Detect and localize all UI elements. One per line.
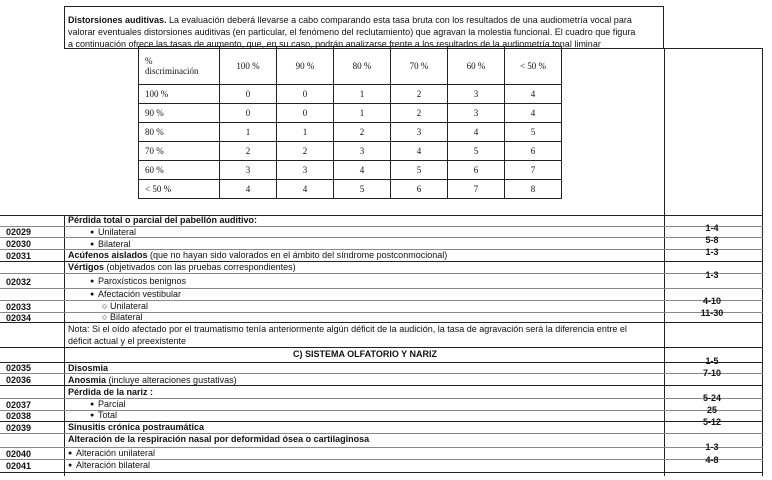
row-label: Alteración unilateral <box>76 448 156 458</box>
table-cell: 4 <box>505 85 562 104</box>
table-row <box>139 142 562 161</box>
table-cell: 7 <box>505 161 562 180</box>
row-rate: 5-24 <box>702 393 721 403</box>
intro-line-3: a continuación ofrece las tasas de aumento, que, en su caso, podrán analizarse frente a los resultados de la audiometría tonal liminar <box>68 39 601 49</box>
row-label: Parcial <box>98 399 126 409</box>
column-header: 60 % <box>448 47 505 85</box>
row-label: Paroxísticos benignos <box>98 276 187 286</box>
row-code: 02038 <box>6 411 32 421</box>
table-cell: 0 <box>220 104 277 123</box>
respiracion-title: Alteración de la respiración nasal por deformidad ósea o cartilaginosa <box>68 434 370 444</box>
bullet-icon: ● <box>90 229 95 236</box>
row-code: 02032 <box>6 277 32 287</box>
frame-rate-col-right <box>762 48 763 476</box>
row-label-rest: (que no hayan sido valorados en el ámbito del síndrome postconmocional) <box>147 250 448 260</box>
table-header-row <box>139 47 562 85</box>
row-rate: 1-3 <box>705 442 719 452</box>
row-label: Unilateral <box>98 227 137 237</box>
row-rate: 4-10 <box>702 296 721 306</box>
row-divider <box>0 362 763 363</box>
row-rate: 1-5 <box>705 356 719 366</box>
row-label: Unilateral <box>110 301 149 311</box>
table-cell: 3 <box>334 142 391 161</box>
row-rate: 5-8 <box>705 235 719 245</box>
row-label-bold: Acúfenos aislados <box>68 250 148 260</box>
row-code: 02030 <box>6 239 32 249</box>
row-code: 02029 <box>6 227 32 237</box>
row-label <box>68 250 447 261</box>
table-cell: 5 <box>334 180 391 199</box>
table-cell: 5 <box>505 123 562 142</box>
column-header: 100 % <box>220 47 277 85</box>
row-rate: 11-30 <box>700 308 724 318</box>
row-divider <box>0 347 763 348</box>
corner-header <box>139 47 220 85</box>
table-row <box>139 180 562 199</box>
table-cell: 4 <box>220 180 277 199</box>
table-cell: 3 <box>391 123 448 142</box>
row-label: Bilateral <box>98 239 131 249</box>
row-code: 02031 <box>6 251 32 261</box>
row-label: Bilateral <box>110 312 143 322</box>
table-cell: 1 <box>334 85 391 104</box>
table-cell: 5 <box>448 142 505 161</box>
row-header: 60 % <box>139 161 220 180</box>
note-line-1: Nota: Si el oído afectado por el traumatismo tenía anteriormente algún déficit de la audición, la tasa de agravación será la diferencia entre el <box>68 324 627 334</box>
row-label-bold: Anosmia <box>68 375 107 385</box>
column-header: 90 % <box>277 47 334 85</box>
frame-left-lower <box>64 216 65 476</box>
row-rate: 7-10 <box>702 368 721 378</box>
table-cell: 8 <box>505 180 562 199</box>
column-header: 70 % <box>391 47 448 85</box>
section-title: C) SISTEMA OLFATORIO Y NARIZ <box>292 349 437 359</box>
vertigos-title <box>68 262 296 273</box>
row-label: Alteración bilateral <box>76 460 151 470</box>
table-cell: 1 <box>220 123 277 142</box>
table-cell: 6 <box>505 142 562 161</box>
row-rate: 25 <box>706 405 717 415</box>
bullet-icon: ● <box>90 291 95 298</box>
intro-line-2: valorar eventuales distorsiones auditivas (en particular, el fenómeno del reclutamiento) que agravan la molestia funcional. El cuadro que figura <box>68 27 636 37</box>
row-label: Disosmia <box>68 363 109 373</box>
row-header: 100 % <box>139 85 220 104</box>
column-header: 80 % <box>334 47 391 85</box>
row-label: Sinusitis crónica postraumática <box>68 422 205 432</box>
row-label-rest: (incluye alteraciones gustativas) <box>106 375 237 385</box>
discrimination-table <box>138 46 562 199</box>
row-divider <box>0 273 763 274</box>
table-cell: 3 <box>448 104 505 123</box>
table-cell: 2 <box>391 104 448 123</box>
frame-right-intro <box>663 6 664 48</box>
row-code: 02034 <box>6 313 32 323</box>
row-label: Total <box>98 410 118 420</box>
bullet-icon: ● <box>90 241 95 248</box>
intro-paragraph <box>68 14 662 50</box>
table-cell: 1 <box>334 104 391 123</box>
corner-label: discriminación <box>145 65 199 76</box>
vertigos-rest: (objetivados con las pruebas correspondientes) <box>104 262 296 272</box>
table-cell: 5 <box>391 161 448 180</box>
table-cell: 3 <box>448 85 505 104</box>
bullet-icon: ● <box>90 412 95 419</box>
bullet-icon: ● <box>68 450 73 457</box>
table-row <box>139 85 562 104</box>
nariz-title: Pérdida de la nariz : <box>68 387 154 397</box>
bullet-icon: ● <box>90 401 95 408</box>
row-code: 02039 <box>6 423 32 433</box>
row-code: 02040 <box>6 449 32 459</box>
circle-icon: ○ <box>102 301 108 311</box>
table-cell: 0 <box>277 104 334 123</box>
table-row <box>139 161 562 180</box>
table-row <box>139 123 562 142</box>
row-rate: 5-12 <box>702 417 721 427</box>
table-cell: 0 <box>220 85 277 104</box>
row-code: 02033 <box>6 302 32 312</box>
row-rate: 4-8 <box>705 455 719 465</box>
table-cell: 1 <box>277 123 334 142</box>
table-cell: 2 <box>391 85 448 104</box>
table-cell: 4 <box>448 123 505 142</box>
corner-symbol: % <box>145 55 153 66</box>
row-divider <box>0 472 763 473</box>
row-code: 02037 <box>6 400 32 410</box>
row-rate: 1-3 <box>705 247 719 257</box>
note-line-2: déficit actual y el preexistente <box>68 336 187 346</box>
intro-line-1: La evaluación deberá llevarse a cabo comparando esta tasa bruta con los resultados de una audiometría vocal para <box>166 15 632 25</box>
table-cell: 4 <box>391 142 448 161</box>
row-code: 02035 <box>6 363 32 373</box>
row-divider <box>0 373 763 374</box>
table-cell: 4 <box>334 161 391 180</box>
table-row <box>139 104 562 123</box>
row-code: 02041 <box>6 461 32 471</box>
table-cell: 2 <box>220 142 277 161</box>
frame-left-top <box>64 6 65 48</box>
table-cell: 3 <box>277 161 334 180</box>
row-header: < 50 % <box>139 180 220 199</box>
table-cell: 6 <box>391 180 448 199</box>
table-cell: 2 <box>334 123 391 142</box>
table-cell: 4 <box>277 180 334 199</box>
table-cell: 6 <box>448 161 505 180</box>
table-cell: 4 <box>505 104 562 123</box>
table-cell: 7 <box>448 180 505 199</box>
table-cell: 0 <box>277 85 334 104</box>
row-header: 80 % <box>139 123 220 142</box>
row-rate: 1-4 <box>705 223 719 233</box>
vertigos-bold: Vértigos <box>68 262 105 272</box>
intro-heading: Distorsiones auditivas. <box>68 15 167 25</box>
bullet-icon: ● <box>90 278 95 285</box>
frame-rate-col-left <box>664 48 665 476</box>
circle-icon: ○ <box>102 312 108 322</box>
row-label <box>68 375 237 386</box>
vestibular-label: Afectación vestibular <box>98 289 182 299</box>
column-header: < 50 % <box>505 47 562 85</box>
pabellon-title: Pérdida total o parcial del pabellón auditivo: <box>68 215 258 225</box>
table-cell: 2 <box>277 142 334 161</box>
row-rate: 1-3 <box>705 270 719 280</box>
bullet-icon: ● <box>68 462 73 469</box>
row-header: 90 % <box>139 104 220 123</box>
table-cell: 3 <box>220 161 277 180</box>
row-header: 70 % <box>139 142 220 161</box>
row-code: 02036 <box>6 375 32 385</box>
frame-top <box>64 6 664 7</box>
